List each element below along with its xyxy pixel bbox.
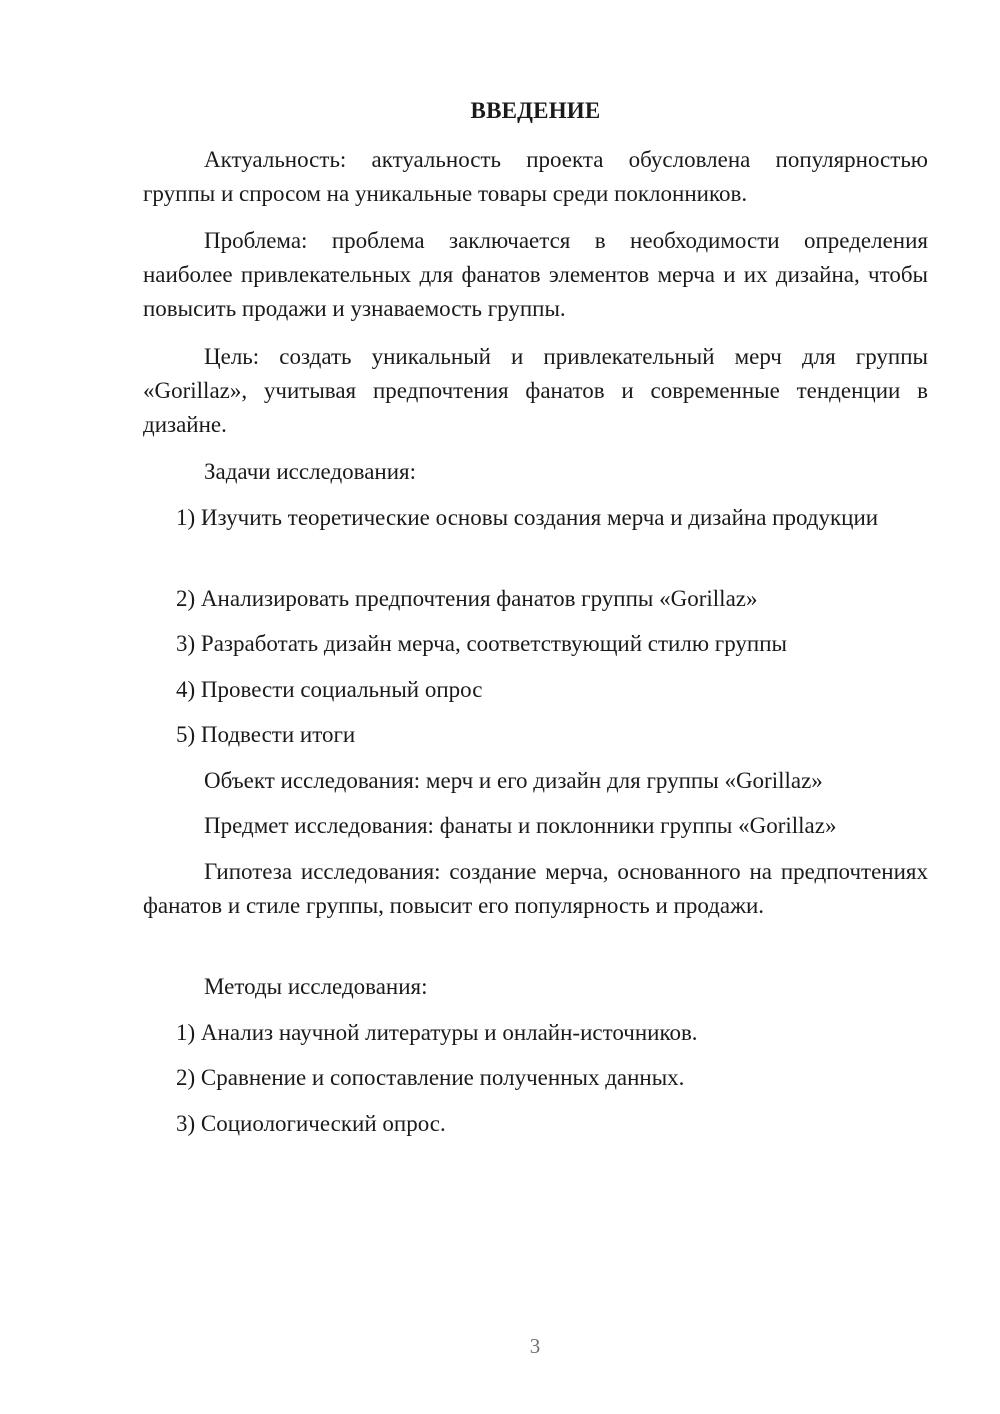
method-item-3: 3) Социологический опрос. (176, 1111, 446, 1136)
method-item-1: 1) Анализ научной литературы и онлайн-источников. (176, 1020, 698, 1045)
relevance-paragraph: Актуальность: актуальность проекта обусловлена популярностью группы и спросом на уникальные товары среди поклонников. (143, 147, 928, 206)
section-title: ВВЕДЕНИЕ (470, 98, 601, 123)
method-item-2: 2) Сравнение и сопоставление полученных данных. (176, 1065, 685, 1090)
goal-paragraph: Цель: создать уникальный и привлекательный мерч для группы «Gorillaz», учитывая предпочтения фанатов и современные тенденции в дизайне. (143, 344, 928, 437)
task-item-4: 4) Провести социальный опрос (176, 677, 483, 702)
hypothesis-paragraph: Гипотеза исследования: создание мерча, основанного на предпочтениях фанатов и стиле группы, повысит его популярность и продажи. (143, 859, 928, 918)
task-item-3: 3) Разработать дизайн мерча, соответствующий стилю группы (176, 631, 787, 656)
task-item-1: 1) Изучить теоретические основы создания мерча и дизайна продукции (176, 505, 879, 530)
task-item-2: 2) Анализировать предпочтения фанатов группы «Gorillaz» (176, 586, 758, 611)
tasks-heading: Задачи исследования: (204, 459, 417, 484)
problem-paragraph: Проблема: проблема заключается в необходимости определения наиболее привлекательных для фанатов элементов мерча и их дизайна, чтобы повысить продажи и узнаваемость группы. (143, 228, 928, 321)
subject-paragraph: Предмет исследования: фанаты и поклонники группы «Gorillaz» (204, 813, 837, 838)
object-paragraph: Объект исследования: мерч и его дизайн для группы «Gorillaz» (204, 768, 823, 793)
task-item-5: 5) Подвести итоги (176, 722, 356, 747)
methods-heading: Методы исследования: (204, 974, 428, 999)
page-number: 3 (529, 1334, 541, 1358)
